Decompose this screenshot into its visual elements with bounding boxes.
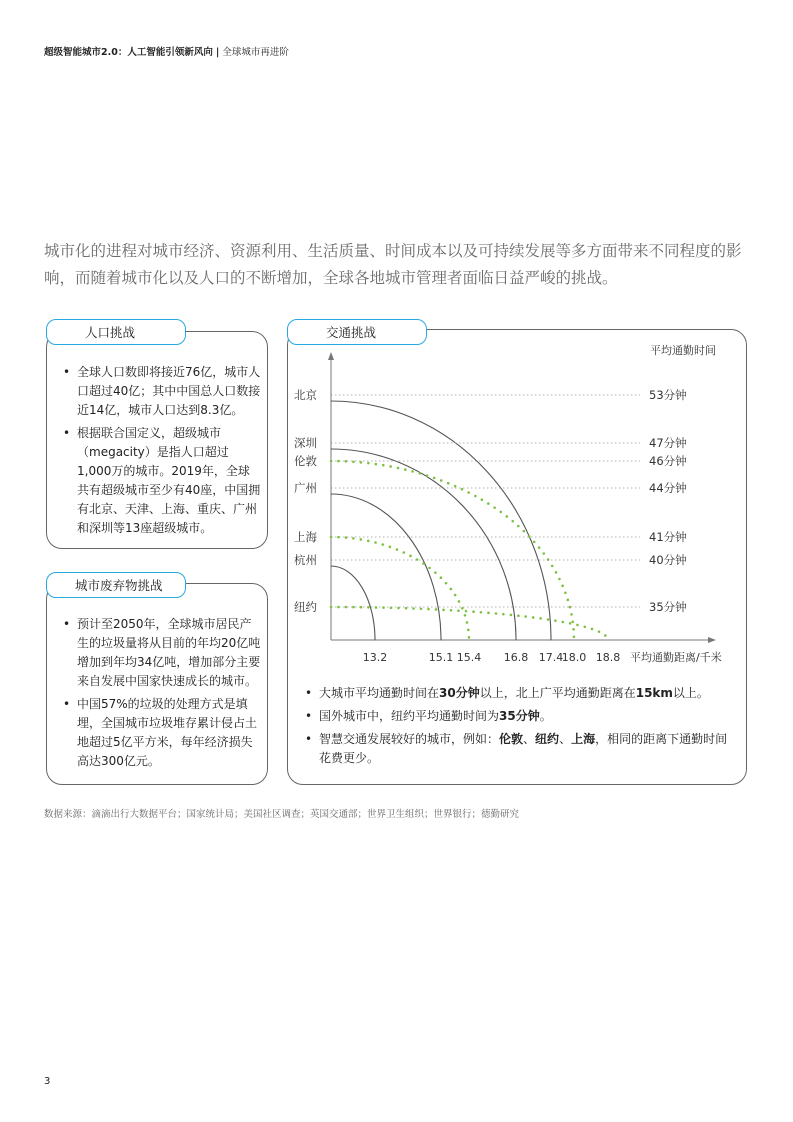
time-label: 53分钟 [649,388,687,402]
time-label: 35分钟 [649,600,687,614]
x-tick-label: 15.4 [456,651,482,664]
city-label: 杭州 [294,553,317,567]
header-title: 超级智能城市2.0：人工智能引领新风向 [44,47,213,58]
city-label: 广州 [294,481,317,495]
bullet-text: 伦敦 [499,732,524,746]
city-label: 深圳 [294,436,317,450]
intro-paragraph: 城市化的进程对城市经济、资源利用、生活质量、时间成本以及可持续发展等多方面带来不同程度的影响，而随着城市化以及人口的不断增加，全球各地城市管理者面临日益严峻的挑战。 [44,242,742,287]
header-section: 全球城市再进阶 [222,47,289,58]
x-tick-label: 13.2 [362,651,388,664]
bullet-text: 30分钟 [439,686,480,700]
traffic-tab: 交通挑战 [287,319,427,345]
x-tick-label: 17.4 [538,651,564,664]
x-tick-label: 15.1 [428,651,454,664]
time-label: 41分钟 [649,530,687,544]
x-axis-label: 平均通勤距离/千米 [630,651,722,664]
city-label: 纽约 [294,600,317,614]
commute-curve-上海 [331,537,469,640]
list-item [305,707,735,726]
list-item: • 根据联合国定义，超级城市（megacity）是指人口超过1,000万的城市。2019年，全球共有超级城市至少有40座，中国拥有北京、天津、上海、重庆、广州和深圳等13座超级城市。 [63,424,261,538]
bullet-text: 纽约 [535,732,560,746]
bullet-text: 大城市平均通勤时间在 [319,686,440,700]
waste-tab: 城市废弃物挑战 [46,572,186,598]
traffic-list [305,684,735,772]
list-item [305,730,735,768]
bullet-text: 。 [539,709,552,723]
list-item: • 全球人口数即将接近76亿，城市人口超过40亿；其中中国总人口数接近14亿，城市人口达到8.3亿。 [63,363,261,420]
bullet-text: 35分钟 [499,709,540,723]
commute-curve-杭州 [331,566,375,640]
bullet-text: 、 [559,732,572,746]
time-label: 44分钟 [649,481,687,495]
commute-curve-广州 [331,494,441,640]
city-label: 北京 [294,388,317,402]
commute-curve-北京 [331,401,551,640]
y-axis-label: 平均通勤时间 [650,344,716,357]
commute-curve-深圳 [331,449,516,640]
header-separator: | [215,47,220,58]
list-item: • 中国57%的垃圾的处理方式是填埋，全国城市垃圾堆存累计侵占土地超过5亿平方米，每年经济损失高达300亿元。 [63,695,261,771]
time-label: 47分钟 [649,436,687,450]
y-axis-arrow [328,352,334,360]
bullet-text: 15km [635,686,673,700]
list-item: • 预计至2050年，全球城市居民产生的垃圾量将从目前的年均20亿吨增加到年均34亿吨，增加部分主要来自发展中国家快速成长的城市。 [63,615,261,691]
commute-curve-纽约 [331,607,608,640]
population-tab: 人口挑战 [46,319,186,345]
list-item [305,684,735,703]
bullet-text: 智慧交通发展较好的城市，例如： [319,732,500,746]
time-label: 40分钟 [649,553,687,567]
bullet-text: 以上，北上广平均通勤距离在 [479,686,636,700]
data-source: 数据来源：滴滴出行大数据平台；国家统计局；美国社区调查；英国交通部；世界卫生组织；世界银行；德勤研究 [44,809,520,820]
x-tick-label: 16.8 [503,651,529,664]
city-label: 伦敦 [294,454,317,468]
x-tick-label: 18.0 [561,651,587,664]
bullet-text: 以上。 [672,686,709,700]
time-label: 46分钟 [649,454,687,468]
bullet-text: ，相同的距离下通勤时间花费更少。 [319,732,728,765]
page-number: 3 [44,1076,51,1087]
bullet-text: 、 [523,732,536,746]
bullet-text: 上海 [571,732,596,746]
x-tick-label: 18.8 [595,651,621,664]
city-label: 上海 [294,530,317,544]
x-axis-arrow [708,637,716,643]
bullet-text: 国外城市中，纽约平均通勤时间为 [319,709,500,723]
